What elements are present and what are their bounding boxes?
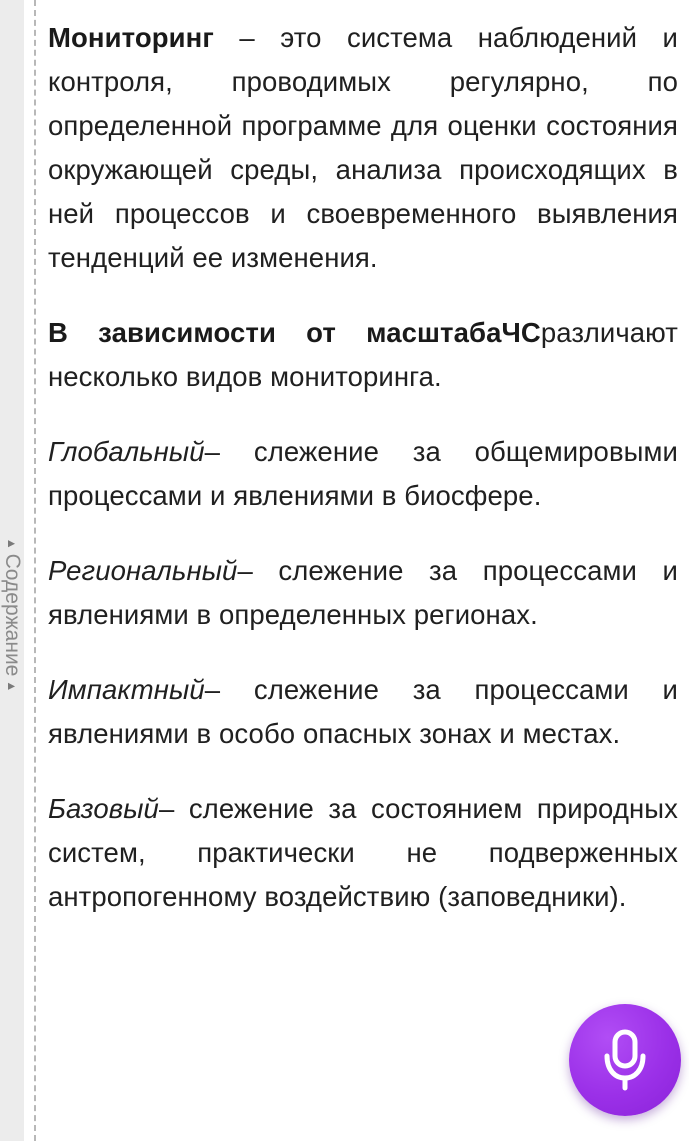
contents-label: Содержание <box>1 553 24 677</box>
document-content <box>34 0 689 1141</box>
voice-input-button[interactable] <box>569 1004 681 1116</box>
paragraph-types-intro <box>48 311 678 399</box>
paragraph-monitoring-definition <box>48 16 678 280</box>
arrow-icon: ▲ <box>5 680 19 693</box>
article-text <box>48 16 678 950</box>
paragraph-impact <box>48 668 678 756</box>
paragraph-text: – слежение за процессами и явлениями в определенных регионах. <box>48 555 678 630</box>
term-monitoring: Мониторинг <box>48 22 214 53</box>
paragraph-text: различают несколько видов мониторинга. <box>48 317 678 392</box>
term-scale: В зависимости от масштабаЧС <box>48 317 541 348</box>
paragraph-global <box>48 430 678 518</box>
paragraph-text: – слежение за процессами и явлениями в особо опасных зонах и местах. <box>48 674 678 749</box>
term-regional: Региональный <box>48 555 238 586</box>
paragraph-base <box>48 787 678 919</box>
term-global: Глобальный <box>48 436 205 467</box>
paragraph-text: – слежение за состоянием природных систем, практически не подверженных антропогенному воздействию (заповедники). <box>48 793 678 912</box>
arrow-icon: ▲ <box>5 537 19 550</box>
sidebar-toggle[interactable] <box>0 0 24 1141</box>
term-base: Базовый <box>48 793 159 824</box>
paragraph-text: – слежение за общемировыми процессами и явлениями в биосфере. <box>48 436 678 511</box>
contents-tab[interactable] <box>0 538 24 693</box>
microphone-icon <box>599 1028 651 1092</box>
term-impact: Импактный <box>48 674 205 705</box>
paragraph-regional <box>48 549 678 637</box>
paragraph-text: – это система наблюдений и контроля, проводимых регулярно, по определенной программе для оценки состояния окружающей среды, анализа происходящих в ней процессов и своевременного выявления тенденций ее изменения. <box>48 22 678 273</box>
